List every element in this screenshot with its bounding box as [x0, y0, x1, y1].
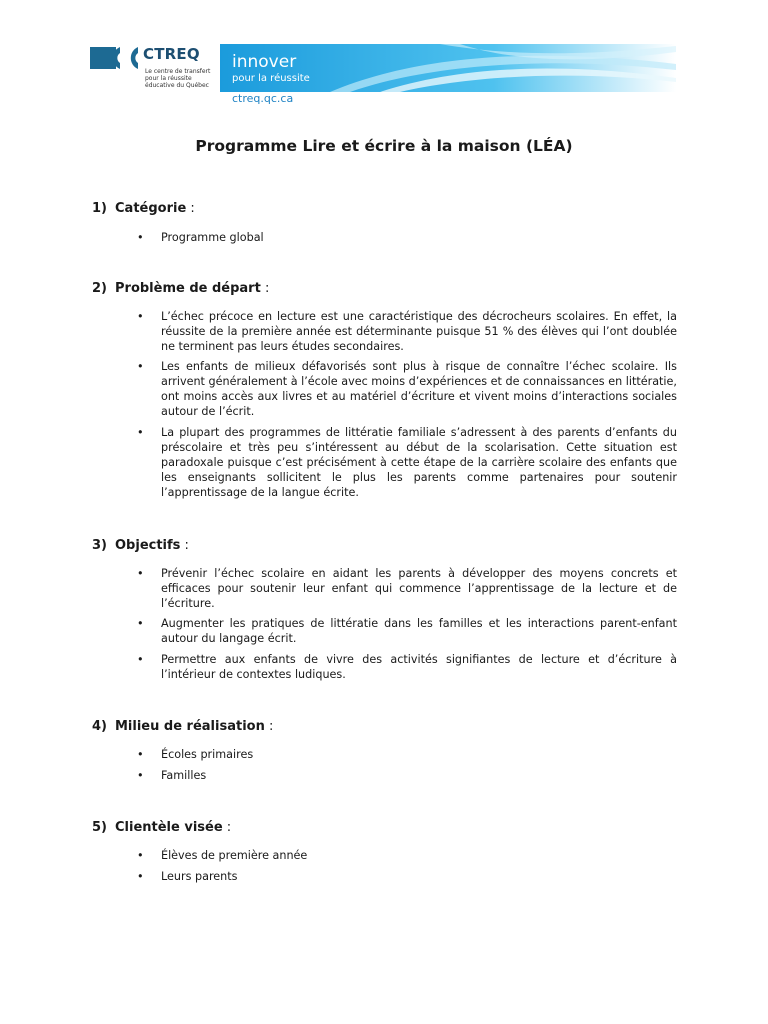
brand-name: CTREQ — [143, 45, 200, 63]
section-heading-clientele: 5) Clientèle visée : — [92, 820, 232, 835]
bullet-icon: • — [137, 849, 144, 862]
bullet-icon: • — [137, 617, 144, 630]
list-item: • Prévenir l’échec scolaire en aidant les parents à développer des moyens concrets et efficaces pour soutenir leur enfant qui commence l’apprentissage de la lecture et de l’écriture. — [137, 567, 677, 610]
bullet-icon: • — [137, 653, 144, 666]
list-item: • Leurs parents — [137, 870, 238, 883]
banner-subtitle: pour la réussite — [232, 73, 310, 84]
bullet-icon: • — [137, 567, 144, 580]
list-item: • Écoles primaires — [137, 748, 254, 761]
section-heading-milieu: 4) Milieu de réalisation : — [92, 719, 274, 734]
brand-tagline: Le centre de transfert pour la réussite éducative du Québec — [145, 68, 211, 90]
bullet-icon: • — [137, 769, 144, 782]
bullet-icon: • — [137, 310, 144, 323]
section-heading-categorie: 1) Catégorie : — [92, 201, 195, 216]
list-item: • Permettre aux enfants de vivre des activités signifiantes de lecture et d’écriture à l’intérieur de contextes ludiques. — [137, 653, 677, 681]
list-item: • Familles — [137, 769, 207, 782]
list-item: • L’échec précoce en lecture est une caractéristique des décrocheurs scolaires. En effet, la réussite de la première année est déterminante puisque 51 % des élèves qui l’ont doublée ne terminent pas leurs études secondaires. — [137, 310, 677, 353]
list-item: • Les enfants de milieux défavorisés sont plus à risque de connaître l’échec scolaire. Ils arrivent généralement à l’école avec moins d’expériences et de connaissances en littératie, ont moins accès aux livres et au matériel d’écriture et vivent moins d’interactions sociales autour de l’écrit. — [137, 360, 677, 418]
bullet-icon: • — [137, 231, 144, 244]
site-url[interactable]: ctreq.qc.ca — [232, 92, 294, 105]
list-item: • La plupart des programmes de littératie familiale s’adressent à des parents d’enfants du préscolaire et très peu s’intéressent au début de la scolarisation. Cette situation est paradoxale puisque c’est précisément à cette étape de la carrière scolaire des enfants que les enseignants sollicitent le plus les parents comme partenaires pour soutenir l’apprentissage de la langue écrite. — [137, 426, 677, 499]
document-title: Programme Lire et écrire à la maison (LÉA) — [195, 137, 573, 155]
section-heading-probleme: 2) Problème de départ : — [92, 281, 270, 296]
bullet-icon: • — [137, 360, 144, 373]
page-header — [90, 42, 676, 106]
bullet-icon: • — [137, 748, 144, 761]
bullet-icon: • — [137, 426, 144, 439]
banner-title: innover — [232, 52, 297, 72]
list-item: • Élèves de première année — [137, 849, 308, 862]
list-item: • Programme global — [137, 231, 264, 244]
bullet-icon: • — [137, 870, 144, 883]
section-heading-objectifs: 3) Objectifs : — [92, 538, 189, 553]
ctreq-logo-icon — [90, 44, 142, 74]
list-item: • Augmenter les pratiques de littératie dans les familles et les interactions parent-enfant autour du langage écrit. — [137, 617, 677, 645]
